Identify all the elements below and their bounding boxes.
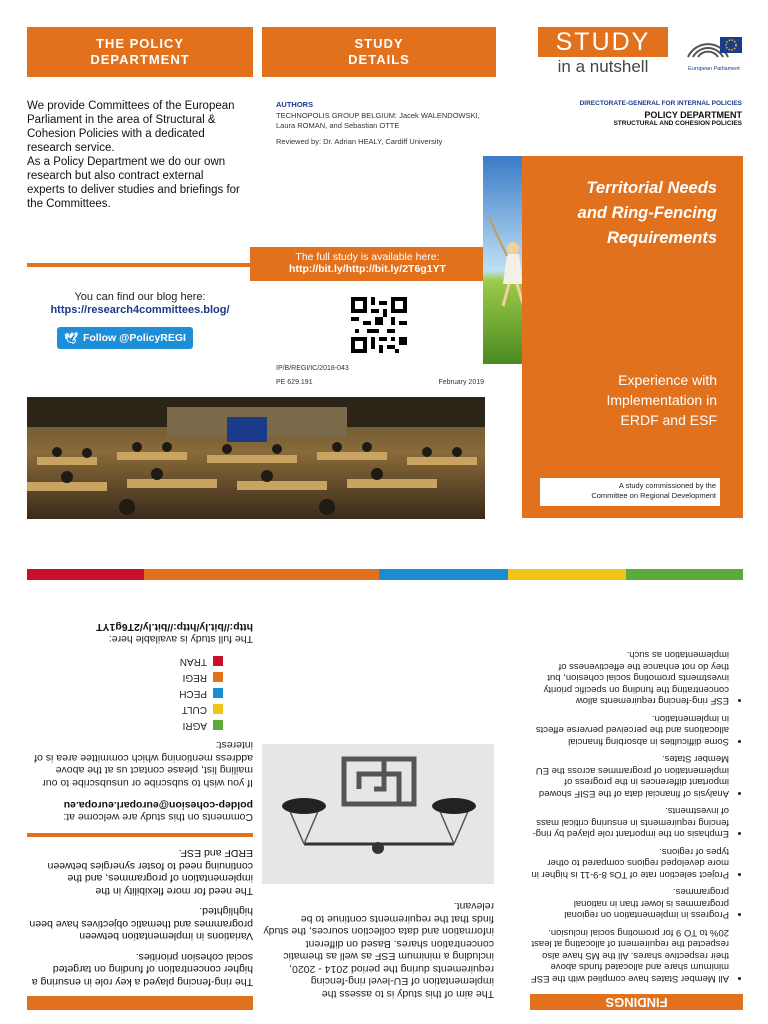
ep-hemicycle-icon xyxy=(684,27,744,61)
study-header-line1: STUDY xyxy=(354,36,404,51)
qr-code-icon xyxy=(351,297,407,353)
legend-swatch-tran xyxy=(213,656,223,666)
strip-agri xyxy=(626,569,743,580)
intro-text-2: As a Policy Department we do our own research but also contract external experts to deliver studies and briefings for the Committees. xyxy=(27,156,240,210)
intro-text-1: We provide Committees of the European Parliament in the area of Structural & Cohesion Policies with a dedicated research service. xyxy=(27,100,235,154)
cover-photo-overlay xyxy=(483,156,535,364)
twitter-bird-icon: 🕊 xyxy=(64,332,78,345)
finding-item: • Analysis of financial data of the ESIF showed important differences in the progress of implementation of programmes across the EU Member States. xyxy=(530,753,729,799)
intro-panel xyxy=(27,99,242,211)
legend-label-regi: REGI xyxy=(182,672,207,683)
back-findings-panel xyxy=(530,590,743,1010)
back-full-study-link[interactable]: http://bit.ly/http://bit.ly/2T6g1YT xyxy=(96,621,253,633)
strip-regi xyxy=(144,569,379,580)
scales-maze-image xyxy=(262,744,494,884)
full-study-box xyxy=(250,247,485,281)
finding-item: • Progress in implementation on regional programmes is lower than in national programmes. xyxy=(530,886,729,921)
commissioned-line1: A study commissioned by the xyxy=(618,481,716,490)
study-details-panel xyxy=(276,100,486,147)
finding-item: • Emphasis on the important role played by ring-fencing requirements in ensuring critical mass of investments. xyxy=(530,805,729,840)
findings-list xyxy=(530,649,743,984)
legend-label-pech: PECH xyxy=(179,688,207,699)
reviewed-by: Reviewed by: Dr. Adrian HEALY, Cardiff University xyxy=(276,137,443,146)
plenary-hall-image xyxy=(27,397,485,519)
ep-label: European Parliament xyxy=(688,66,740,72)
twitter-follow-button[interactable] xyxy=(57,327,193,349)
cover-dg-block xyxy=(540,100,742,127)
authors-text: TECHNOPOLIS GROUP BELGIUM: Jacek WALENDOWSKI, Laura ROMAN, and Sebastian OTTE xyxy=(276,111,480,130)
cover-title-line1: Territorial Needs xyxy=(586,179,717,197)
legend-agri xyxy=(27,719,223,731)
back-aim-panel xyxy=(262,590,494,1010)
cover-dg: DIRECTORATE-GENERAL FOR INTERNAL POLICIES xyxy=(579,100,742,107)
cover-subtitle xyxy=(540,370,717,430)
legend-label-agri: AGRI xyxy=(182,720,207,731)
finding-item: • Some difficulties in absorbing financial allocations and the perceived perverse effects in implementation. xyxy=(530,713,729,748)
back-comments-label: Comments on this study are welcome at: xyxy=(63,811,253,823)
policy-header-line1: THE POLICY xyxy=(95,36,184,51)
back-aim-text: The aim of this study is to assess the implementation of EU-level ring-fencing requirements during the period 2014 - 2020, including a minimum ESF as well as thematic concentration shares. Based on different information and data collection sources, the study finds that the requirements continue to be relevant. xyxy=(263,900,494,1000)
legend-swatch-pech xyxy=(213,688,223,698)
strip-cult xyxy=(508,569,625,580)
cover-subtitle-line3: ERDF and ESF xyxy=(620,412,717,428)
finding-item: • All Member States have complied with the ESF minimum share and allocated funds above their respective shares. All the MS have also respected the requirement of allocating at least 20% to TO 9 for promoting social inclusion. xyxy=(530,927,729,985)
intro-divider xyxy=(27,263,253,267)
twitter-follow-label: Follow @PolicyREGI xyxy=(82,332,186,344)
legend-label-cult: CULT xyxy=(181,704,207,715)
pe-number: PE 629.191 xyxy=(276,379,313,386)
reference-code: IP/B/REGI/IC/2018-043 xyxy=(276,365,349,372)
cover-title xyxy=(540,176,717,251)
finding-item: • ESF ring-fencing requirements allow concentrating the funding on specific priority investments promoting social cohesion, but they do not enhance the effectiveness of implementation as such. xyxy=(530,649,729,707)
blog-label: You can find our blog here: xyxy=(74,291,206,303)
strip-pech xyxy=(379,569,508,580)
back-conclusion-3: The need for more flexibility in the implementation of programmes, and the continuing need to foster synergies between ERDF and ESF. xyxy=(47,847,253,897)
back-divider xyxy=(27,833,253,837)
back-contact-panel xyxy=(27,590,253,1010)
nutshell-subtitle: in a nutshell xyxy=(538,57,668,77)
balance-scale-icon xyxy=(262,744,494,884)
commissioned-line2: Committee on Regional Development xyxy=(591,491,716,500)
legend-swatch-cult xyxy=(213,704,223,714)
back-conclusion-2: Variations in implementation between programmes and thematic objectives have been highlighted. xyxy=(29,905,253,943)
policy-header-line2: DEPARTMENT xyxy=(90,52,190,67)
legend-pech xyxy=(27,687,223,699)
qr-code[interactable] xyxy=(351,297,407,353)
legend-label-tran: TRAN xyxy=(179,656,207,667)
full-study-link[interactable]: http://bit.ly/http://bit.ly/2T6g1YT xyxy=(289,263,446,275)
back-mailing-text: If you wish to subscribe or unsubscribe to our mailing list, please contact us at the above address mentioning which committee area is of interest: xyxy=(34,739,253,789)
nutshell-header xyxy=(538,27,668,77)
legend-swatch-regi xyxy=(213,672,223,682)
study-date: February 2019 xyxy=(438,379,484,386)
cover-title-line3: Requirements xyxy=(606,229,717,247)
committee-colour-strip xyxy=(27,569,743,580)
blog-link[interactable]: https://research4committees.blog/ xyxy=(50,304,230,316)
cover-department: POLICY DEPARTMENT xyxy=(644,110,742,120)
study-details-header xyxy=(262,27,496,77)
back-bottom-bar xyxy=(27,996,253,1010)
ep-logo xyxy=(683,27,745,72)
legend-cult xyxy=(27,703,223,715)
plenary-photo xyxy=(27,397,485,519)
commissioned-box xyxy=(540,478,720,506)
legend-regi xyxy=(27,671,223,683)
finding-item: • Project selection rate of TOs 8-9-11 is higher in more developed regions compared to other types of regions. xyxy=(530,846,729,881)
authors-heading: AUTHORS xyxy=(276,100,314,109)
strip-tran xyxy=(27,569,144,580)
back-findings-header: FINDINGS xyxy=(530,994,743,1010)
policy-department-header xyxy=(27,27,253,77)
full-study-label: The full study is available here: xyxy=(295,251,440,263)
back-legend xyxy=(27,655,223,731)
cover-title-line2: and Ring-Fencing xyxy=(577,204,717,222)
back-full-study-label: The full study is available here: xyxy=(108,633,253,645)
cover-subtitle-line2: Implementation in xyxy=(606,392,717,408)
study-header-line2: DETAILS xyxy=(348,52,410,67)
back-conclusion-1: The ring-fencing played a key role in ensuring a higher concentration of funding on targeted social cohesion priorities. xyxy=(31,951,253,988)
legend-tran xyxy=(27,655,223,667)
back-comments-email[interactable]: poldep-cohesion@europarl.europa.eu xyxy=(63,799,253,811)
legend-swatch-agri xyxy=(213,720,223,730)
cover-subtitle-line1: Experience with xyxy=(618,372,717,388)
cover-policies: STRUCTURAL AND COHESION POLICIES xyxy=(613,120,742,127)
nutshell-title: STUDY xyxy=(555,28,651,56)
